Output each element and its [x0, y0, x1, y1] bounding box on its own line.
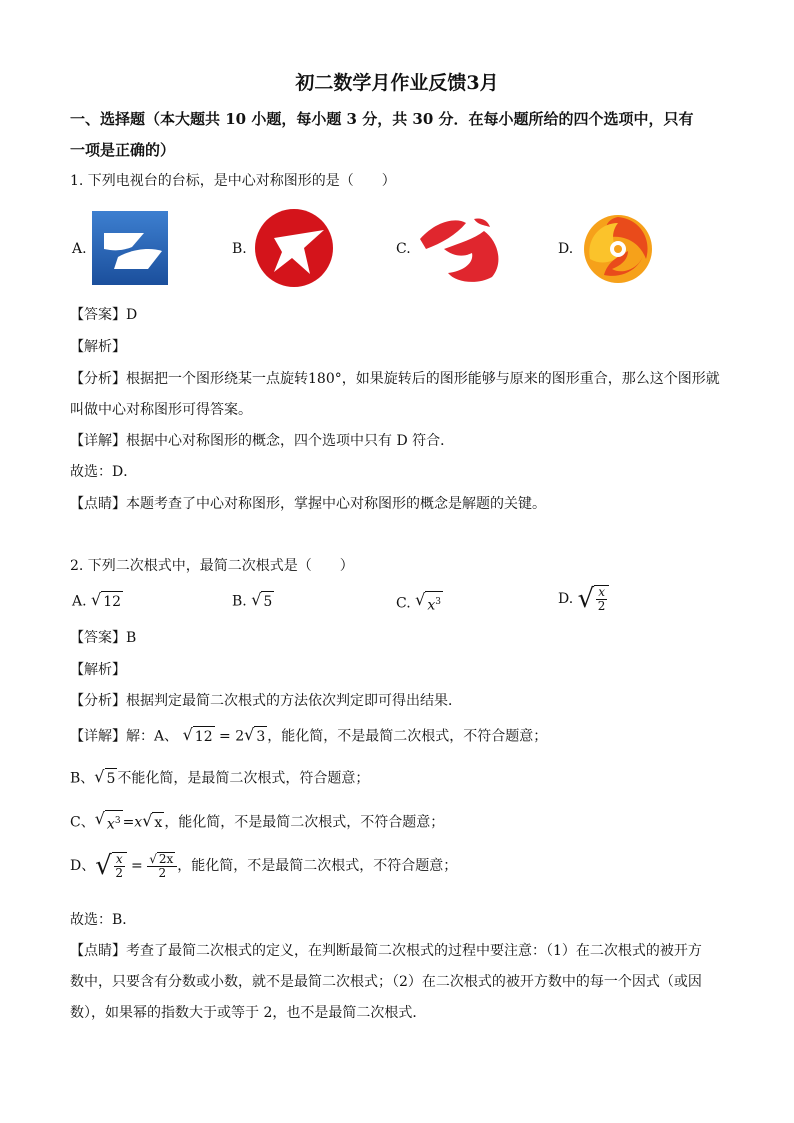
- section-heading-line1: 一、选择题（本大题共 10 小题，每小题 3 分，共 30 分．在每小题所给的四个选项中，只有: [70, 110, 694, 128]
- page-title: 初二数学月作业反馈3月: [295, 72, 499, 94]
- q1-option-a-label: A.: [72, 241, 87, 257]
- fraction-sqrt2x-over-2: √ 2x 2: [147, 852, 177, 880]
- q2-option-b: [232, 591, 274, 612]
- dongfang-tv-logo-icon: [254, 208, 334, 288]
- sqrt-12: √ 12: [91, 590, 122, 610]
- q2-comment-line3: 数），如果幂的指数大于或等于 2，也不是最简二次根式．: [70, 1005, 427, 1021]
- q2-comment-line2: 数中，只要含有分数或小数，就不是最简二次根式；（2）在二次根式的被开方数中的每一个因式（或因: [70, 974, 702, 990]
- q2-choose: 故选：B．: [70, 912, 137, 928]
- q2-option-c-label: C.: [396, 595, 411, 612]
- red-logo-icon: [416, 213, 506, 285]
- q2-comment-line1: 【点睛】考查了最简二次根式的定义，在判断最简二次根式的过程中要注意：（1）在二次根式的被开方: [70, 943, 702, 959]
- q1-option-d-label: D.: [558, 241, 574, 257]
- q1-comment: 【点睛】本题考查了中心对称图形，掌握中心对称图形的概念是解题的关键。: [70, 496, 546, 512]
- phoenix-tv-logo-icon: [582, 213, 654, 285]
- sqrt-x-cubed-detail: √ $x^3$: [94, 809, 121, 833]
- q2-answer: 【答案】B: [70, 630, 137, 646]
- q2-detail-b: B、 √ 5 不能化简，是最简二次根式，符合题意；: [70, 767, 370, 787]
- q2-option-c: [396, 591, 443, 616]
- q2-detail-a: 【详解】解：A、 √ 12 = 2 √ 3 ，能化简，不是最简二次根式，不符合题意；: [70, 725, 548, 745]
- zhejiang-tv-logo-icon: [92, 211, 168, 285]
- sqrt-x-cubed: √ $x^3$: [415, 590, 441, 614]
- sqrt-x-over-2-detail: √ $\frac{x}{2}$: [95, 852, 126, 880]
- sqrt-x-over-2: √ $\frac{x}{2}$: [578, 585, 609, 613]
- q2-detail-c: C、 √ $x^3$ =x √ x ，能化简，不是最简二次根式，不符合题意；: [70, 809, 445, 833]
- q1-analysis-line1: 【分析】根据把一个图形绕某一点旋转180°，如果旋转后的图形能够与原来的图形重合，那么这个图形就: [70, 371, 720, 387]
- q2-option-d-label: D.: [558, 591, 574, 607]
- q1-detail: 【详解】根据中心对称图形的概念，四个选项中只有 D 符合．: [70, 433, 455, 449]
- q1-option-c-label: C.: [396, 241, 411, 257]
- sqrt-3-detail: √ 3: [244, 725, 266, 745]
- sqrt-12-detail: √ 12: [182, 725, 213, 745]
- q1-stem: 1. 下列电视台的台标，是中心对称图形的是（ ）: [70, 173, 396, 189]
- q2-option-b-label: B.: [232, 593, 247, 610]
- q1-choose: 故选：D．: [70, 464, 138, 480]
- sqrt-5-detail: √ 5: [94, 767, 116, 787]
- q2-stem: 2. 下列二次根式中，最简二次根式是（ ）: [70, 558, 354, 574]
- q2-analysis: 【分析】根据判定最简二次根式的方法依次判定即可得出结果．: [70, 693, 462, 709]
- sqrt-5: √ 5: [251, 590, 273, 610]
- q2-option-a: [72, 591, 123, 612]
- q1-answer: 【答案】D: [70, 307, 138, 323]
- q2-analysis-tag: 【解析】: [70, 662, 126, 678]
- q2-option-d: [558, 585, 609, 613]
- q2-option-a-label: A.: [72, 593, 87, 610]
- q1-option-b-label: B.: [232, 241, 247, 257]
- q1-analysis-line2: 叫做中心对称图形可得答案。: [70, 402, 252, 418]
- sqrt-x-detail: √ x: [142, 810, 163, 831]
- q2-detail-d: D、 √ $\frac{x}{2}$ = √ 2x 2 ，能化简，不是最简二次根式，不符合题意；: [70, 851, 458, 881]
- section-heading-line2: 一项是正确的）: [70, 141, 176, 159]
- q1-analysis-tag: 【解析】: [70, 339, 126, 355]
